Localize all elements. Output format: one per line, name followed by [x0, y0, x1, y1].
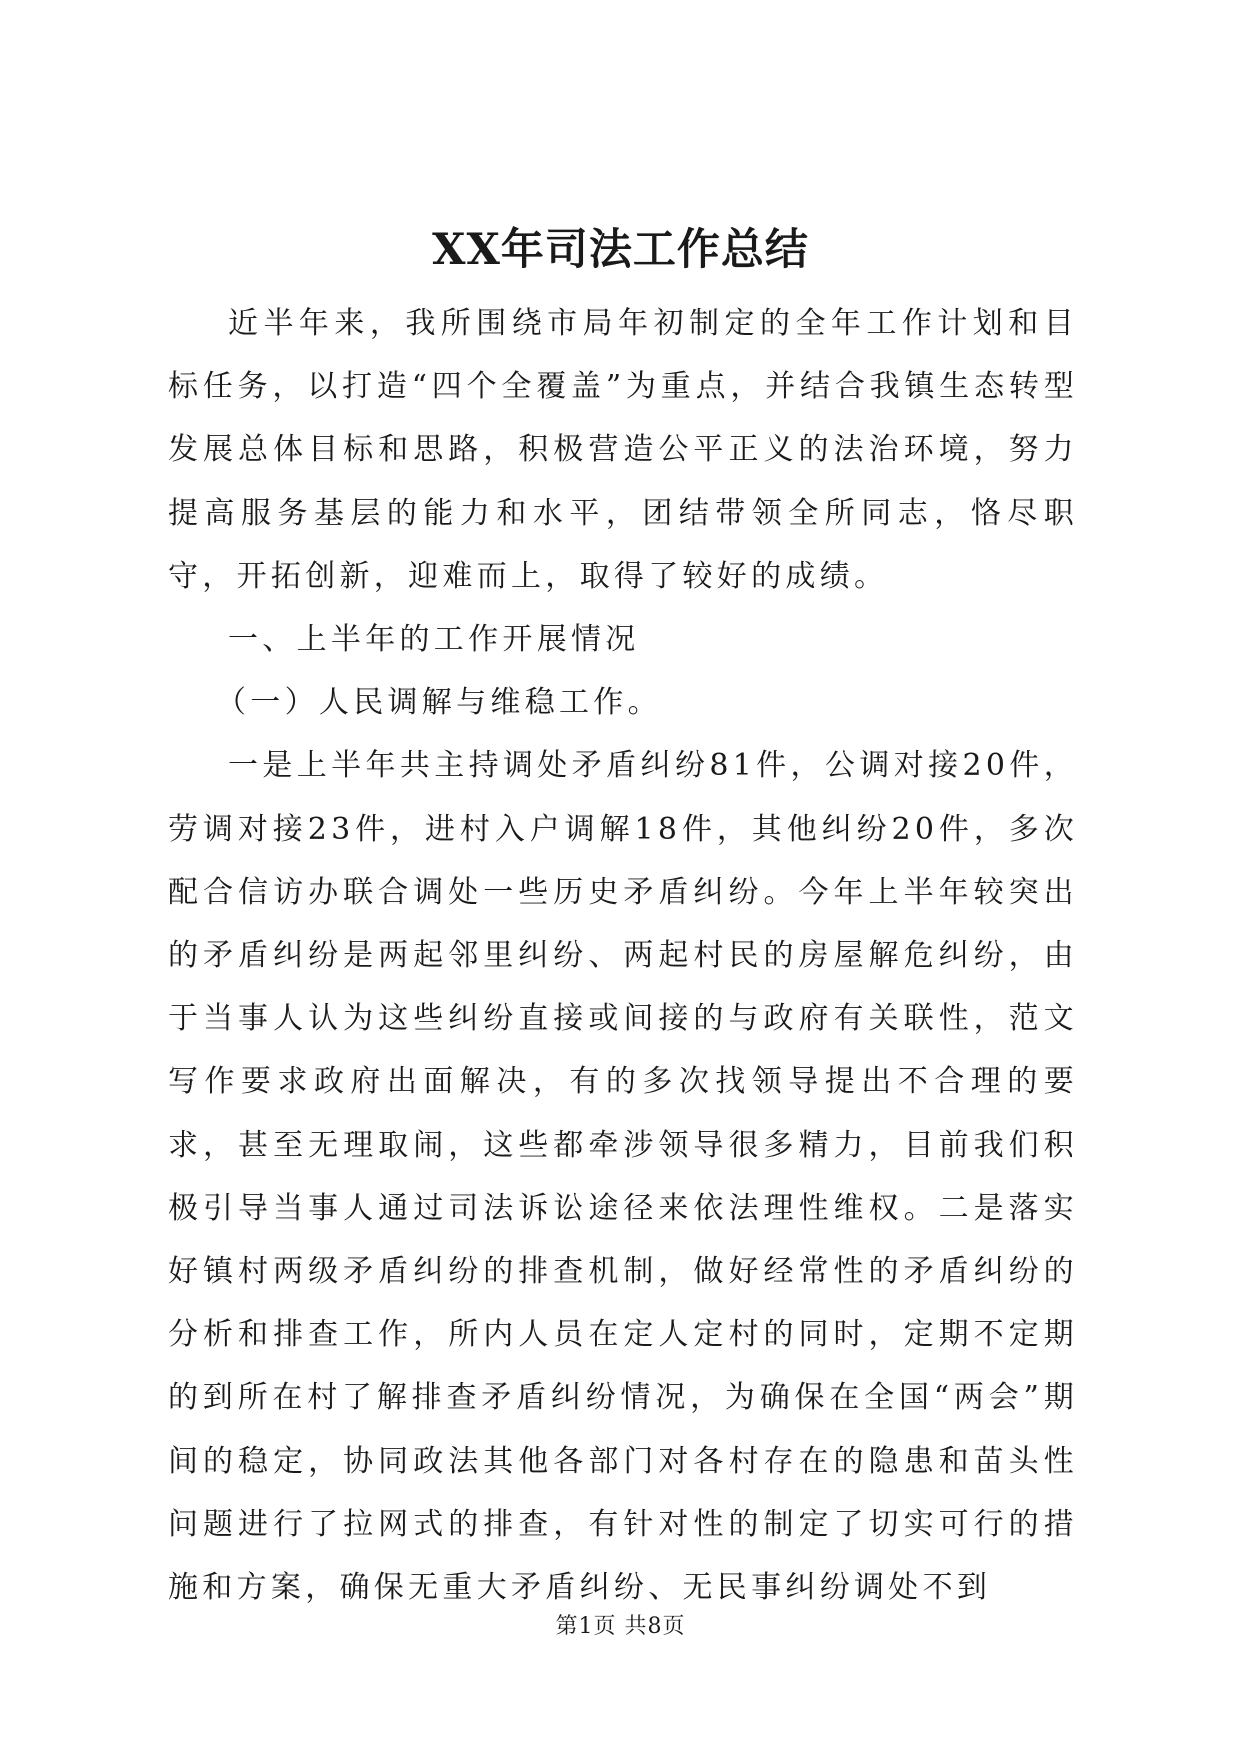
- document-body: [168, 292, 1078, 1619]
- section-heading: 一、上半年的工作开展情况: [228, 622, 640, 658]
- page-number-footer: 第1页 共8页: [555, 1614, 686, 1639]
- intro-paragraph: 近半年来，我所围绕市局年初制定的全年工作计划和目标任务，以打造“四个全覆盖”为重点，并结合我镇生态转型发展总体目标和思路，积极营造公平正义的法治环境，努力提高服务基层的能力和水平，团结带领全所同志，恪尽职守，开拓创新，迎难而上，取得了较好的成绩。: [168, 306, 1078, 594]
- document-title: XX年司法工作总结: [432, 225, 809, 275]
- subsection-heading: （一）人民调解与维稳工作。: [216, 685, 662, 721]
- body-paragraph: 一是上半年共主持调处矛盾纠纷81件，公调对接20件，劳调对接23件，进村入户调解18件，其他纠纷20件，多次配合信访办联合调处一些历史矛盾纠纷。今年上半年较突出的矛盾纠纷是两起邻里纠纷、两起村民的房屋解危纠纷，由于当事人认为这些纠纷直接或间接的与政府有关联性，范文写作要求政府出面解决，有的多次找领导提出不合理的要求，甚至无理取闹，这些都牵涉领导很多精力，目前我们积极引导当事人通过司法诉讼途径来依法理性维权。二是落实好镇村两级矛盾纠纷的排查机制，做好经常性的矛盾纠纷的分析和排查工作，所内人员在定人定村的同时，定期不定期的到所在村了解排查矛盾纠纷情况，为确保在全国“两会”期间的稳定，协同政法其他各部门对各村存在的隐患和苗头性问题进行了拉网式的排查，有针对性的制定了切实可行的措施和方案，确保无重大矛盾纠纷、无民事纠纷调处不到: [168, 748, 1078, 1606]
